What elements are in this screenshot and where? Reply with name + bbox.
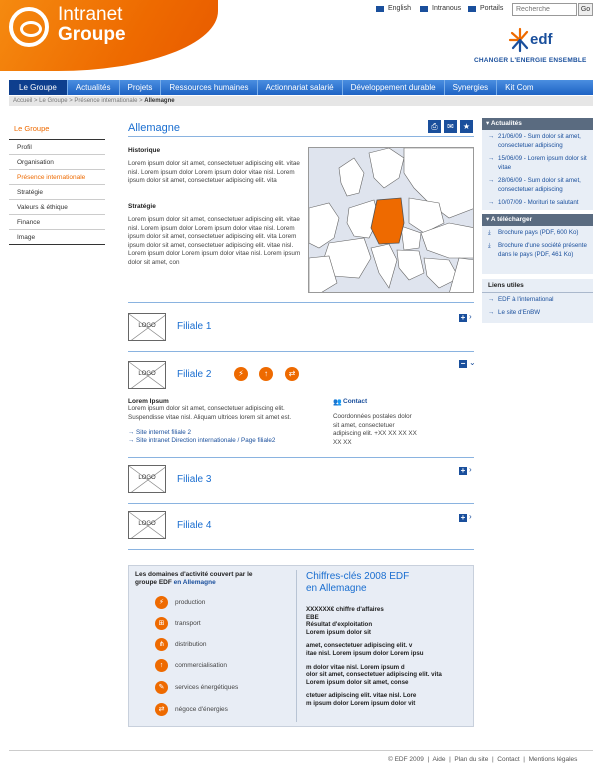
- main-nav: [9, 80, 593, 95]
- chiffre-line: olor sit amet, consectetuer adipiscing elit. vita: [306, 671, 442, 679]
- edf-swirl-icon: [9, 7, 49, 47]
- chiffre-line: m dolor vitae nisl. Lorem ipsum d: [306, 663, 405, 671]
- contact-label: Contact: [343, 398, 368, 405]
- brand-line1: Intranet: [58, 4, 123, 25]
- footer-divider: [9, 750, 593, 751]
- telecharger-heading: ▾ A télécharger: [482, 214, 593, 226]
- divider: [128, 302, 474, 303]
- filiale2-link-1[interactable]: → Site internet filiale 2: [128, 429, 192, 436]
- chevron-down-icon[interactable]: ⌄: [469, 358, 476, 367]
- domain-transport: transport: [175, 620, 201, 627]
- breadcrumb: Accueil > Le Groupe > Présence internationale > Allemagne: [9, 96, 593, 106]
- brand-line2: Groupe: [58, 24, 126, 45]
- chiffre-line: EBE: [306, 613, 319, 621]
- link-english[interactable]: English: [376, 5, 411, 12]
- chiffre-line: Résultat d'exploitation: [306, 621, 373, 629]
- domain-commercialisation: commercialisation: [175, 662, 228, 669]
- chiffre-line: ctetuer adipiscing elit. vitae nisl. Lore: [306, 692, 417, 700]
- contact-icon: 👥: [333, 399, 342, 406]
- arrow-icon: →: [128, 437, 137, 444]
- footer-mentions[interactable]: Mentions légales: [528, 756, 578, 763]
- nav-actionnariat[interactable]: Actionnariat salarié: [258, 80, 343, 95]
- expand-icon[interactable]: +: [460, 466, 466, 475]
- nav-actualites[interactable]: Actualités: [68, 80, 120, 95]
- link-item[interactable]: → Le site d'EnBW: [482, 306, 593, 319]
- transport-icon: ⊞: [155, 617, 168, 630]
- link-item[interactable]: → EDF à l'international: [482, 293, 593, 306]
- commercialisation-icon: ↑: [259, 367, 273, 381]
- page-title: Allemagne: [128, 122, 180, 134]
- edf-logo[interactable]: edf: [530, 31, 553, 48]
- edf-slogan: CHANGER L'ENERGIE ENSEMBLE: [474, 57, 587, 64]
- go-button[interactable]: Go: [578, 3, 593, 16]
- link-portails[interactable]: Portails: [468, 5, 503, 12]
- footer-contact[interactable]: Contact: [497, 756, 520, 763]
- leftnav-item-strategie[interactable]: Stratégie: [9, 185, 105, 200]
- footer-copyright: © EDF 2009: [388, 756, 424, 763]
- divider: [128, 136, 474, 137]
- telecharger-box: [482, 214, 593, 274]
- footer-plan[interactable]: Plan du site: [454, 756, 489, 763]
- divider: [128, 351, 474, 352]
- footer: © EDF 2009 | Aide | Plan du site | Contact | Mentions légales: [388, 756, 578, 763]
- nav-projets[interactable]: Projets: [120, 80, 162, 95]
- chevron-right-icon[interactable]: ›: [469, 312, 472, 321]
- domains-intro: Les domaines d'activité couvert par le groupe EDF en Allemagne: [135, 571, 253, 586]
- download-item[interactable]: ⤓ Brochure pays (PDF, 600 Ko): [482, 226, 593, 239]
- print-icon[interactable]: ⎙: [428, 120, 441, 133]
- arrow-icon: [468, 6, 476, 12]
- left-nav: [9, 120, 105, 245]
- filiale2-detail-text: Lorem ipsum dolor sit amet, consectetuer adipiscing elit. Suspendisse vitae nisl. Aliquam ultrices lorem sit amet est.: [128, 405, 292, 421]
- production-icon: ⚡: [234, 367, 248, 381]
- leftnav-item-profil[interactable]: Profil: [9, 140, 105, 155]
- domain-services: services énergétiques: [175, 684, 239, 691]
- leftnav-item-presence[interactable]: Présence internationale: [9, 170, 105, 185]
- chiffre-line: itae nisl. Lorem ipsum dolor Lorem ipsu: [306, 649, 424, 657]
- strategie-heading: Stratégie: [128, 203, 156, 210]
- chiffre-line: Lorem ipsum dolor sit amet, conse: [306, 678, 409, 686]
- leftnav-item-organisation[interactable]: Organisation: [9, 155, 105, 170]
- leftnav-item-valeurs[interactable]: Valeurs & éthique: [9, 200, 105, 215]
- domain-production: production: [175, 599, 206, 606]
- filiale2-detail-title: Lorem Ipsum: [128, 398, 169, 405]
- expand-icon[interactable]: +: [460, 513, 466, 522]
- domain-negoce: négoce d'énergies: [175, 706, 228, 713]
- divider: [128, 503, 474, 504]
- historique-text: Lorem ipsum dolor sit amet, consectetuer adipiscing elit. vitae nisl. Lorem ipsum dolor Lorem ipsum dolor vitae nisl. Lorem ipsum dolor sit amet, consectetuer adipiscing elit. vita: [128, 160, 300, 184]
- chiffres-list: [306, 606, 471, 708]
- leftnav-item-finance[interactable]: Finance: [9, 215, 105, 230]
- favorite-icon[interactable]: ★: [460, 120, 473, 133]
- news-item[interactable]: → 15/06/09 - Lorem ipsum dolor sit vitae: [482, 152, 593, 174]
- services-icon: ✎: [155, 681, 168, 694]
- europe-map: [308, 147, 474, 293]
- nav-kit-com[interactable]: Kit Com: [505, 83, 534, 92]
- commercialisation-icon: ↑: [155, 659, 168, 672]
- filiale1-logo: LOGO: [128, 313, 166, 341]
- divider: [128, 549, 474, 550]
- news-item[interactable]: → 21/06/09 - Sum dolor sit amet, consectetuer adipiscing: [482, 130, 593, 152]
- filiale3-title[interactable]: Filiale 3: [177, 474, 212, 485]
- expand-icon[interactable]: +: [460, 313, 466, 322]
- footer-aide[interactable]: Aide: [432, 756, 446, 763]
- production-icon: ⚡: [155, 596, 168, 609]
- contact-text: Coordonnées postales dolor sit amet, consectetuer adipiscing elit. +XX XX XX XX XX XX: [333, 413, 417, 446]
- filiale2-link-2[interactable]: → Site intranet Direction internationale / Page filiale2: [128, 437, 276, 444]
- nav-ressources-humaines[interactable]: Ressources humaines: [161, 80, 257, 95]
- strategie-text: Lorem ipsum dolor sit amet, consectetuer adipiscing elit. vitae nisl. Lorem ipsum dolor Lorem ipsum dolor vitae nisl. Lorem ipsum dolor sit amet, consectetuer adipiscing elit. vita Lorem ipsum dolor sit amet, consectetuer adipiscing elit. vitae nisl. Lorem ipsum dolor Lorem ipsum dolor vitae nisl. Lorem ipsum dolor sit amet, con: [128, 216, 301, 266]
- chiffres-title: Chiffres-clés 2008 EDF en Allemagne: [306, 571, 410, 594]
- filiale3-logo: LOGO: [128, 465, 166, 493]
- search-input[interactable]: [512, 3, 577, 16]
- filiale2-title[interactable]: Filiale 2: [177, 369, 212, 380]
- link-intranous[interactable]: Intranous: [420, 5, 461, 12]
- domains-panel: [128, 565, 474, 727]
- download-item[interactable]: ⤓ Brochure d'une société présente dans le pays (PDF, 461 Ko): [482, 239, 593, 261]
- email-icon[interactable]: ✉: [444, 120, 457, 133]
- chevron-right-icon[interactable]: ›: [469, 512, 472, 521]
- filiale4-logo: LOGO: [128, 511, 166, 539]
- chiffre-line: XXXXXX€ chiffre d'affaires: [306, 606, 384, 613]
- news-item[interactable]: → 10/07/09 - Morituri te salutant: [482, 196, 593, 209]
- arrow-icon: [420, 6, 428, 12]
- filiale2-logo: LOGO: [128, 361, 166, 389]
- actualites-heading: ▾ Actualités: [482, 118, 593, 130]
- liens-heading: Liens utiles: [482, 279, 593, 293]
- filiale1-title[interactable]: Filiale 1: [177, 321, 212, 332]
- actualites-box: [482, 118, 593, 210]
- chiffre-line: amet, consectetuer adipiscing elit. v: [306, 642, 413, 650]
- divider: [128, 457, 474, 458]
- negoce-icon: ⇄: [285, 367, 299, 381]
- leftnav-heading[interactable]: Le Groupe: [9, 120, 105, 140]
- liens-box: [482, 279, 593, 323]
- nav-le-groupe[interactable]: Le Groupe: [9, 80, 68, 95]
- collapse-icon[interactable]: −: [460, 359, 466, 368]
- nav-synergies[interactable]: Synergies: [445, 80, 498, 95]
- nav-developpement-durable[interactable]: Développement durable: [343, 80, 445, 95]
- negoce-icon: ⇄: [155, 703, 168, 716]
- historique-heading: Historique: [128, 147, 161, 154]
- arrow-icon: [376, 6, 384, 12]
- distribution-icon: ⋔: [155, 638, 168, 651]
- leftnav-item-image[interactable]: Image: [9, 230, 105, 245]
- chiffre-line: Lorem ipsum dolor sit: [306, 628, 371, 636]
- domain-distribution: distribution: [175, 641, 207, 648]
- divider: [296, 570, 297, 722]
- news-item[interactable]: → 28/06/09 - Sum dolor sit amet, consectetuer adipiscing: [482, 174, 593, 196]
- arrow-icon: →: [128, 429, 137, 436]
- chiffre-line: m ipsum dolor Lorem ipsum dolor vit: [306, 699, 416, 707]
- chevron-right-icon[interactable]: ›: [469, 465, 472, 474]
- filiale4-title[interactable]: Filiale 4: [177, 520, 212, 531]
